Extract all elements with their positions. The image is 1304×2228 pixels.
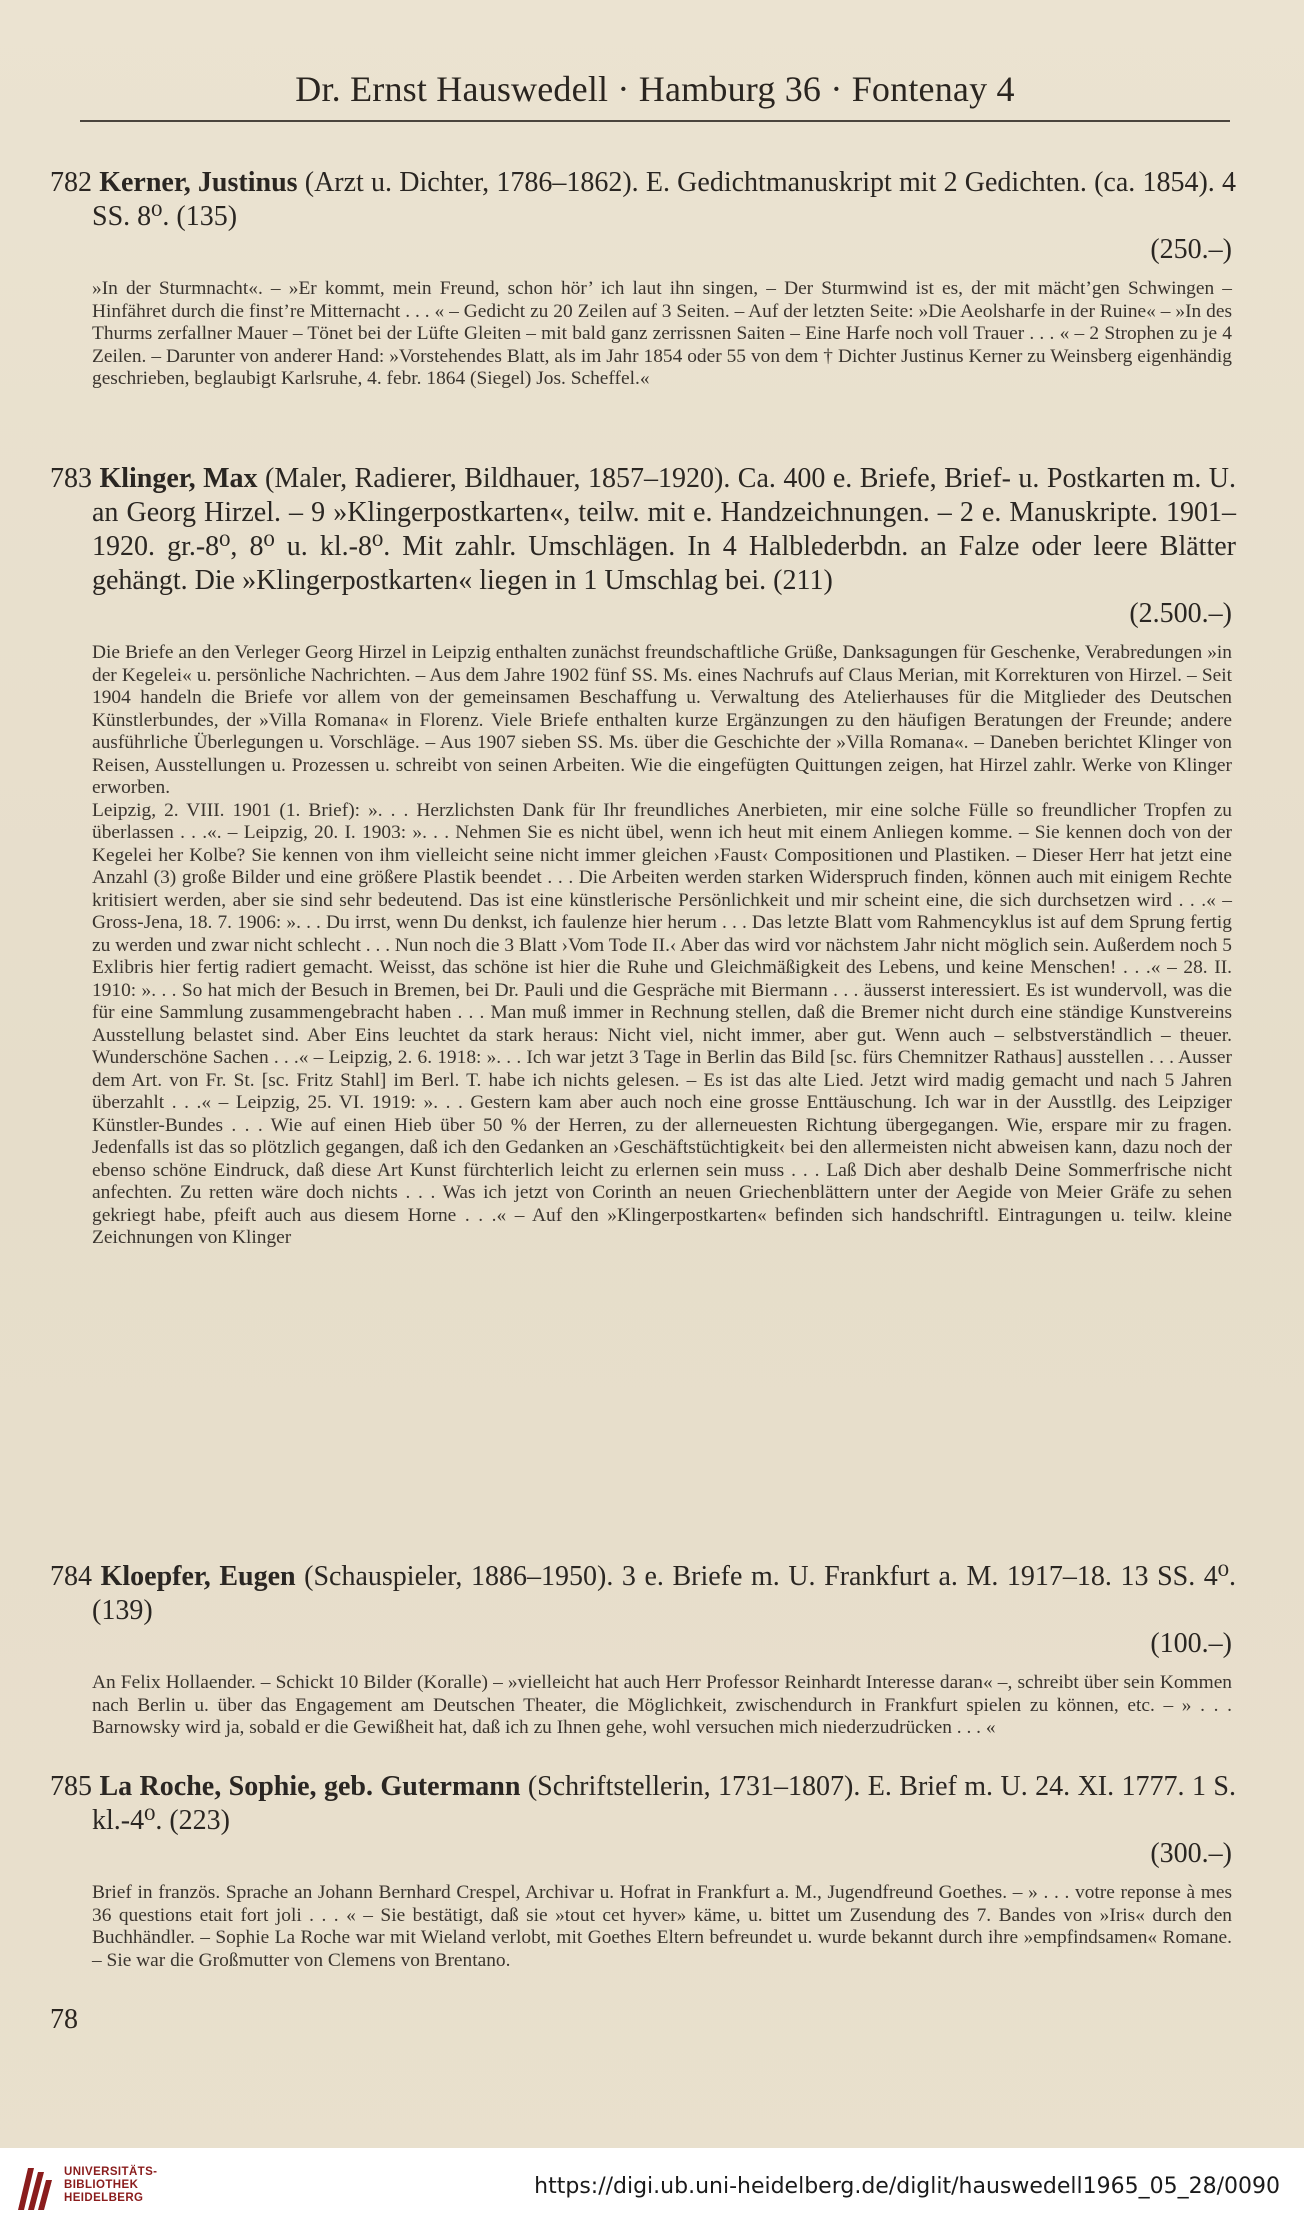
entry-heading xyxy=(50,1560,1240,1628)
university-library-logo-icon xyxy=(14,2162,58,2214)
entry-details: (Arzt u. Dichter, 1786–1862). E. Gedichtmanuskript mit 2 Gedichten. (ca. 1854). 4 SS. 8⁰. (135) xyxy=(92,167,1236,232)
entry-description-text: An Felix Hollaender. – Schickt 10 Bilder (Koralle) – »vielleicht hat auch Herr Professor Reinhardt Interesse daran« –, schreibt über sein Kommen nach Berlin u. über das Engagement am Deutschen Theater, die Möglichkeit, zwischendurch in Frankfurt spielen zu können, etc. – » . . . Barnowsky wird ja, sobald er die Gewißheit hat, daß ich zu Ihnen gehe, wohl versuchen mich niederzudrücken . . . « xyxy=(92,1672,1232,1738)
library-logo-text xyxy=(64,2166,157,2205)
entry-description xyxy=(50,642,1240,1250)
entry-heading xyxy=(50,1770,1240,1838)
logo-line: HEIDELBERG xyxy=(64,2192,144,2204)
entry-description xyxy=(50,1882,1240,1972)
entry-price: (250.–) xyxy=(1150,234,1232,265)
catalog-entry-783 xyxy=(50,462,1240,1250)
header-rule xyxy=(80,120,1230,122)
entry-name: Klinger, Max xyxy=(99,463,258,494)
entry-description-text: »In der Sturmnacht«. – »Er kommt, mein Freund, schon hör’ ich laut ihn singen, – Der Sturmwind ist es, der mit mächt’gen Schwingen – Hinfähret durch die finst’re Mitternacht . . . « – Gedicht zu 20 Zeilen auf 3 Seiten. – Auf der letzten Seite: »Die Aeolsharfe in der Ruine« – »In des Thurms zerfallner Mauer – Tönet bei der Lüfte Gleiten – mit bald ganz zerrissnen Saiten – Eine Harfe noch voll Trauer . . . « – 2 Strophen zu je 4 Zeilen. – Darunter von anderer Hand: »Vorstehendes Blatt, als im Jahr 1854 oder 55 von dem † Dichter Justinus Kerner zu Weinsberg eigenhändig geschrieben, beglaubigt Karlsruhe, 4. febr. 1864 (Siegel) Jos. Scheffel.« xyxy=(92,278,1232,389)
entry-name: La Roche, Sophie, geb. Gutermann xyxy=(99,1771,521,1802)
entry-description xyxy=(50,1672,1240,1740)
entry-price: (100.–) xyxy=(1150,1628,1232,1659)
viewer-footer-bar xyxy=(0,2148,1304,2228)
entry-number: 782 xyxy=(50,167,92,198)
entry-description-text: Die Briefe an den Verleger Georg Hirzel in Leipzig enthalten zunächst freundschaftliche Grüße, Danksagungen für Geschenke, Verabredungen »in der Kegelei« u. persönliche Nachrichten. – Aus dem Jahre 1902 fünf SS. Ms. eines Nachrufs auf Claus Merian, mit Korrekturen von Hirzel. – Seit 1904 handeln die Briefe vor allem von der gemeinsamen Beschaffung u. Verwaltung des Atelierhauses für die Mitglieder des Deutschen Künstlerbundes, der »Villa Romana« in Florenz. Viele Briefe enthalten kurze Ergänzungen zu den häufigen Beratungen der Freunde; andere ausführliche Überlegungen u. Vorschläge. – Aus 1907 sieben SS. Ms. über die Geschichte der »Villa Romana«. – Daneben berichtet Klinger von Reisen, Ausstellungen u. Prozessen u. schreibt von seinen Arbeiten. Wie die eingefügten Quittungen zeigen, hat Hirzel zahlr. Werke von Klinger erworben. xyxy=(92,642,1232,798)
page-number: 78 xyxy=(50,2004,78,2035)
entry-details: (Schauspieler, 1886–1950). 3 e. Briefe m. U. Frankfurt a. M. 1917–18. 13 SS. 4⁰. (139) xyxy=(92,1561,1237,1626)
entry-number: 785 xyxy=(50,1771,92,1802)
logo-line: UNIVERSITÄTS- xyxy=(64,2166,158,2178)
running-header: Dr. Ernst Hauswedell · Hamburg 36 · Fontenay 4 xyxy=(295,69,1015,109)
entry-description xyxy=(50,278,1240,391)
entry-heading xyxy=(50,166,1240,234)
entry-price: (2.500.–) xyxy=(1129,598,1232,629)
entry-name: Kerner, Justinus xyxy=(99,167,298,198)
entry-name: Kloepfer, Eugen xyxy=(100,1561,296,1592)
entry-number: 784 xyxy=(50,1561,92,1592)
catalog-entry-784 xyxy=(50,1560,1240,1740)
entry-price: (300.–) xyxy=(1150,1838,1232,1869)
logo-line: BIBLIOTHEK xyxy=(64,2179,139,2191)
entry-number: 783 xyxy=(50,463,92,494)
entry-quotations-text: Leipzig, 2. VIII. 1901 (1. Brief): ». . . Herzlichsten Dank für Ihr freundliches Anerbieten, mir eine solche Fülle so freundlicher Tropfen zu überlassen . . .«. – Leipzig, 20. I. 1903: ». . . Nehmen Sie es nicht übel, wenn ich heut mit einem Anliegen komme. – Sie kennen doch von der Kegelei her Kolbe? Sie kennen von ihm vielleicht seine nicht immer gleichen ›Faust‹ Compositionen und Plastiken. – Dieser Herr hat jetzt eine Anzahl (3) große Bilder und eine größere Plastik beendet . . . Die Arbeiten werden starken Widerspruch finden, können auch mit einigem Rechte kritisiert werden, aber sie sind sehr bedeutend. Das ist eine künstlerische Persönlichkeit und mir scheint eine, die sich durchsetzen wird . . .« – Gross-Jena, 18. 7. 1906: ». . . Du irrst, wenn Du denkst, ich faulenze hier herum . . . Das letzte Blatt vom Rahmencyklus ist auf dem Sprung fertig zu werden und zwar nicht schlecht . . . Nun noch die 3 Blatt ›Vom Tode II.‹ Aber das wird vor nächstem Jahr nicht möglich sein. Außerdem noch 5 Exlibris hier fertig radiert gemacht. Weisst, das schöne ist hier die Ruhe und Gleichmäßigkeit des Lebens, und keine Menschen! . . .« – 28. II. 1910: ». . . So hat mich der Besuch in Bremen, bei Dr. Pauli und die Gespräche mit Biermann . . . äusserst interessiert. Es ist wundervoll, was die für eine Sammlung zusammengebracht haben . . . Man muß immer in Rechnung stellen, daß die Bremer nicht durch eine ständige Kunstvereins Ausstellung belastet sind. Aber Eins leuchtet da stark heraus: Nicht viel, nicht immer, aber gut. Wenn auch – selbstverständlich – theuer. Wunderschöne Sachen . . .« – Leipzig, 2. 6. 1918: ». . . Ich war jetzt 3 Tage in Berlin das Bild [sc. fürs Chemnitzer Rathaus] ausstellen . . . Ausser dem Art. von Fr. St. [sc. Fritz Stahl] im Berl. T. habe ich nichts gelesen. – Es ist das alte Lied. Jetzt wird madig gemacht und nach 5 Jahren überzahlt . . .« – Leipzig, 25. VI. 1919: ». . . Gestern kam aber auch noch eine grosse Enttäuschung. Ich war in der Ausstllg. des Leipziger Künstler-Bundes . . . Wie auf einen Hieb über 50 % der Herren, zu der allerneuesten Richtung übergegangen. Wie, erspare mir zu fragen. Jedenfalls ist das so plötzlich gegangen, daß ich den Gedanken an ›Geschäftstüchtigkeit‹ bei den allermeisten nicht abweisen kann, dazu noch der ebenso schöne Eindruck, daß diese Art Kunst fürchterlich leicht zu erlernen sein muss . . . Laß Dich aber deshalb Deine Sommerfrische nicht anfechten. Zu retten wäre doch nichts . . . Was ich jetzt von Corinth an neuen Griechenblättern unter der Aegide von Meier Gräfe zu sehen gekriegt habe, pfeift auch aus diesem Horne . . .« – Auf den »Klingerpostkarten« befinden sich handschriftl. Eintragungen u. teilw. kleine Zeichnungen von Klinger xyxy=(92,799,1232,1248)
entry-details: (Schriftstellerin, 1731–1807). E. Brief m. U. 24. XI. 1777. 1 S. kl.-4⁰. (223) xyxy=(92,1771,1236,1836)
catalog-entry-782 xyxy=(50,166,1240,391)
permalink-url[interactable]: https://digi.ub.uni-heidelberg.de/diglit/hauswedell1965_05_28/0090 xyxy=(534,2174,1280,2199)
catalog-entry-785 xyxy=(50,1770,1240,1972)
entry-description-text: Brief in französ. Sprache an Johann Bernhard Crespel, Archivar u. Hofrat in Frankfurt a. M., Jugendfreund Goethes. – » . . . votre reponse à mes 36 questions etait fort joli . . . « – Sie bestätigt, daß sie »tout cet hyver» käme, u. bittet um Zusendung des 7. Bandes von »Iris« durch den Buchhändler. – Sophie La Roche war mit Wieland verlobt, mit Goethes Eltern befreundet u. wurde bekannt durch ihre »empfindsamen« Romane. – Sie war die Großmutter von Clemens von Brentano. xyxy=(92,1882,1232,1971)
entry-heading xyxy=(50,462,1240,598)
entry-details: (Maler, Radierer, Bildhauer, 1857–1920). Ca. 400 e. Briefe, Brief- u. Postkarten m. U. an Georg Hirzel. – 9 »Klingerpostkarten«, teilw. mit e. Handzeichnungen. – 2 e. Manuskripte. 1901–1920. gr.-8⁰, 8⁰ u. kl.-8⁰. Mit zahlr. Umschlägen. In 4 Halblederbdn. an Falze oder leere Blätter gehängt. Die »Klingerpostkarten« liegen in 1 Umschlag bei. (211) xyxy=(92,463,1237,596)
